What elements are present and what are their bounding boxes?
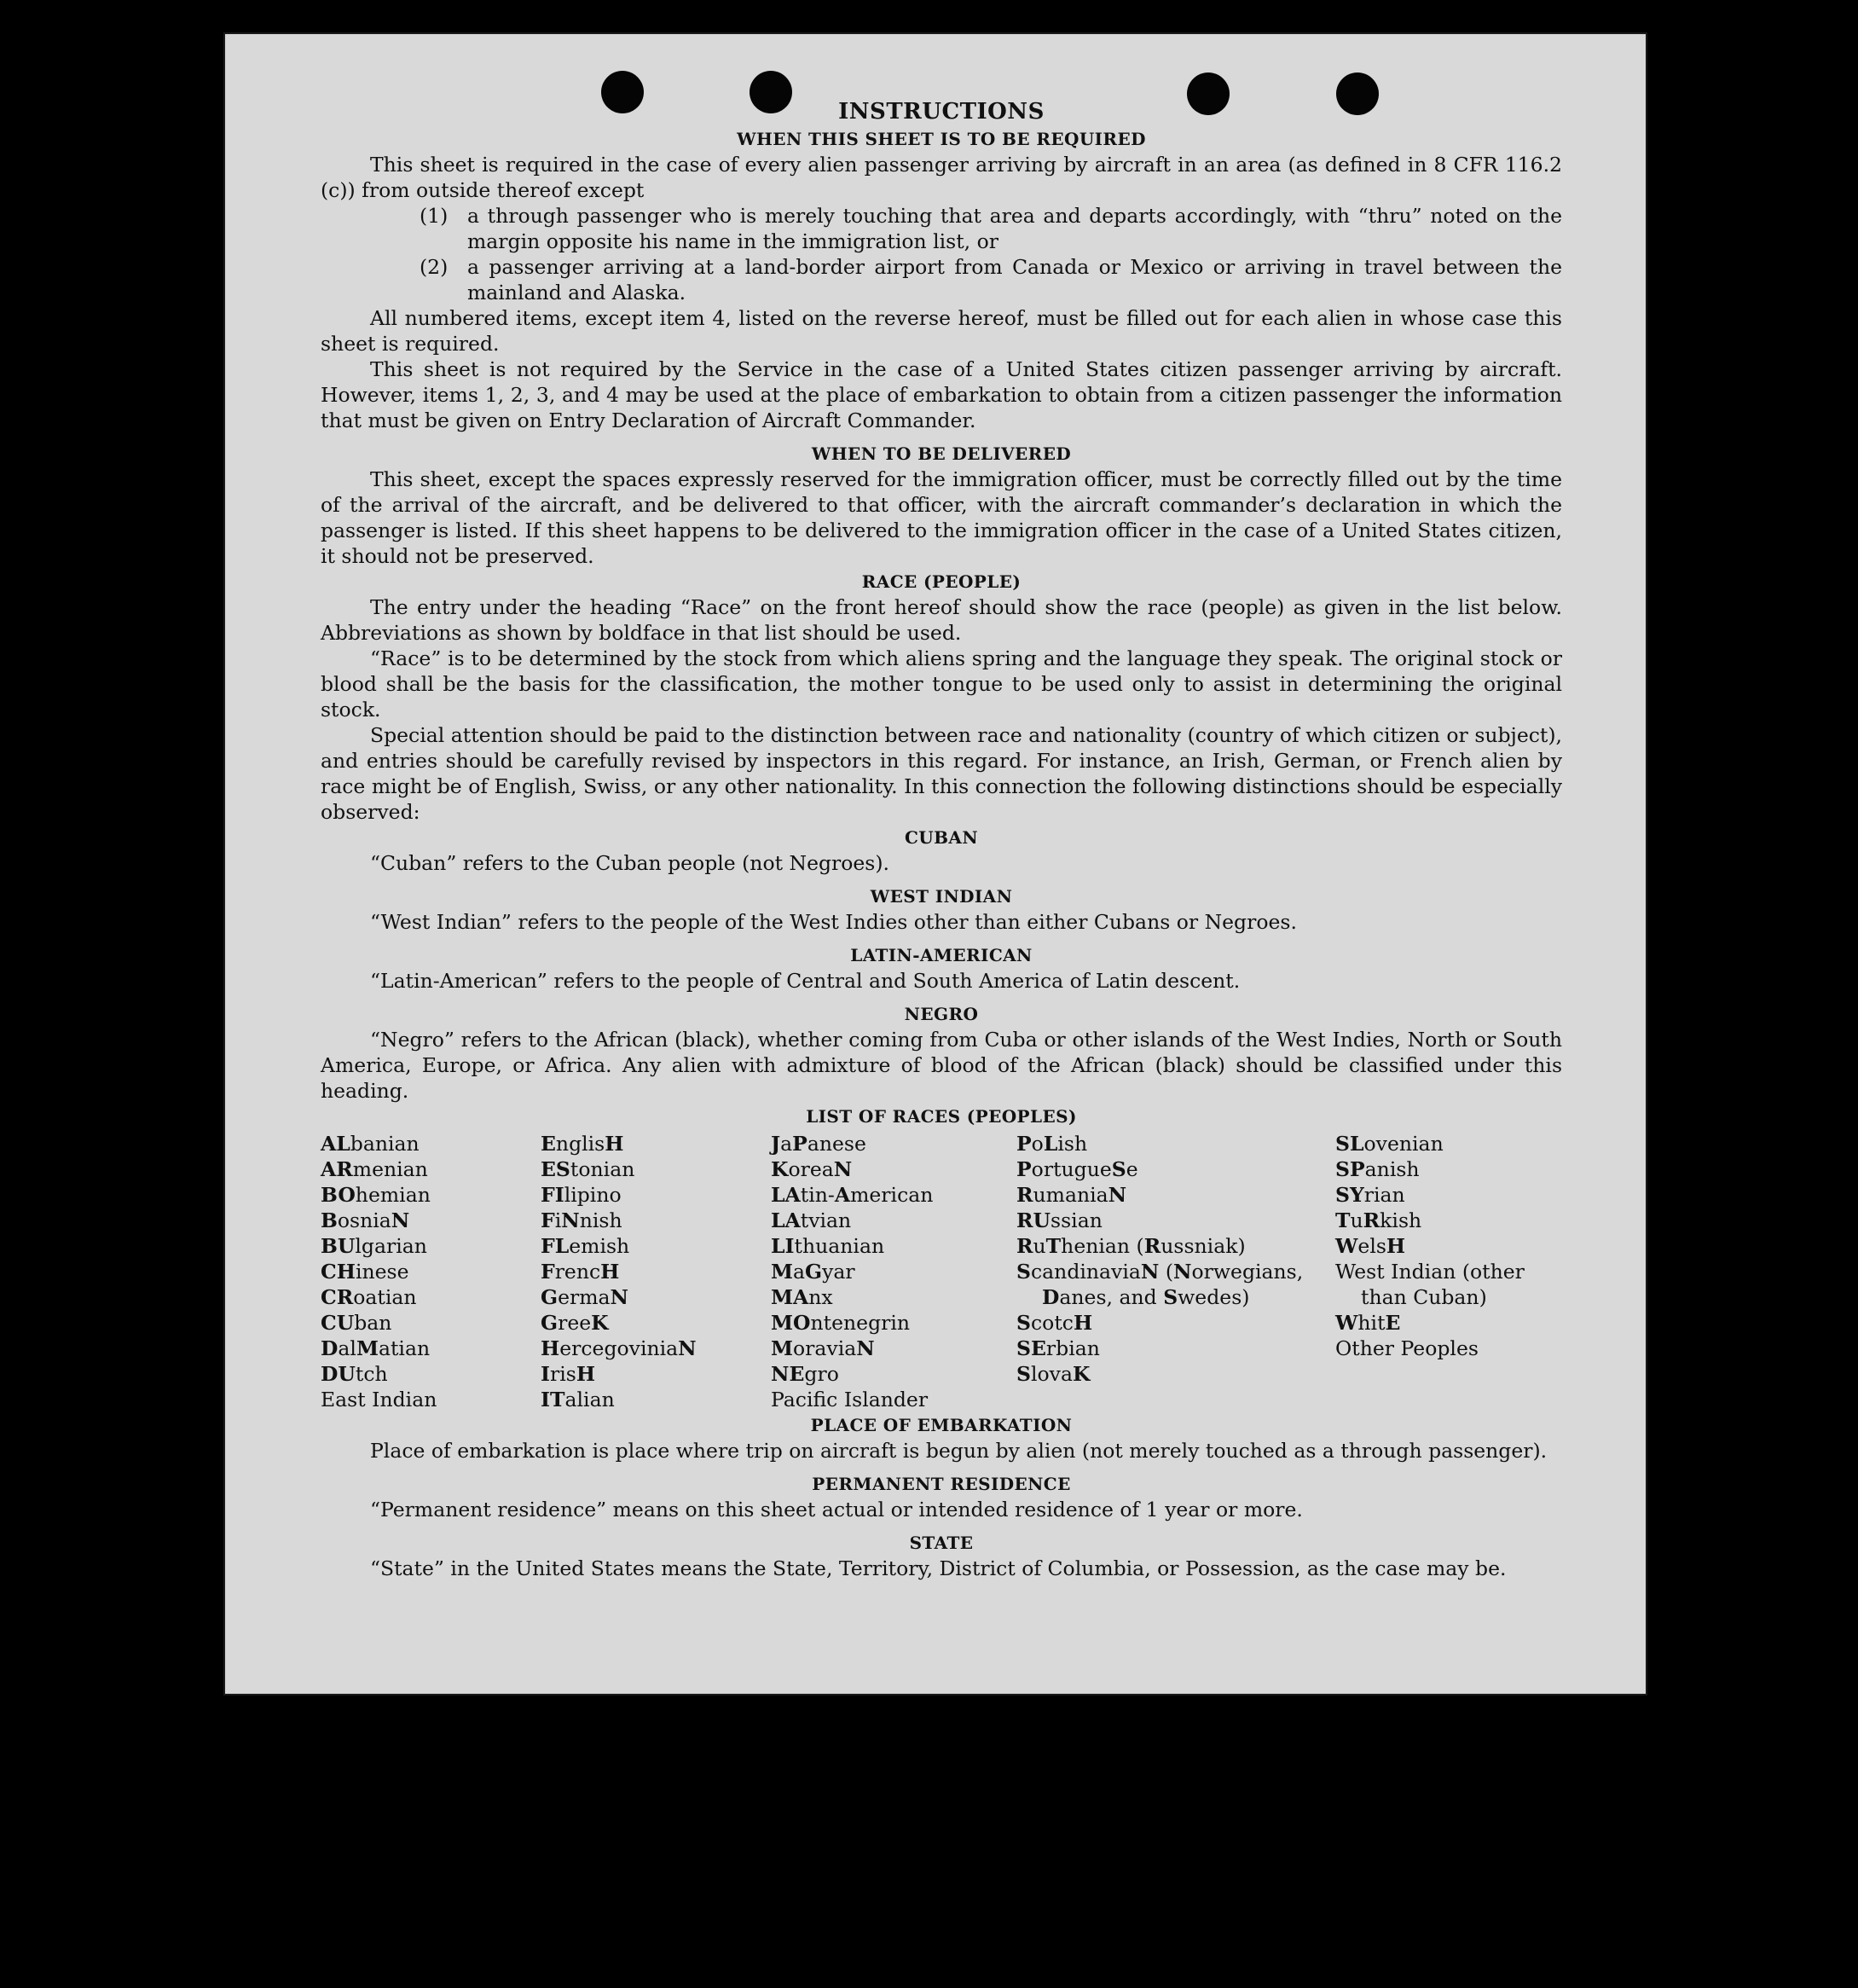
races-column: [1335, 1131, 1562, 1412]
race-entry: KoreaN: [771, 1157, 853, 1181]
heading-negro: NEGRO: [904, 1004, 979, 1024]
races-column: [771, 1131, 1016, 1412]
heading-race: RACE (PEOPLE): [861, 571, 1022, 592]
race-entry: EnglisH: [541, 1132, 624, 1156]
race-entry: MoraviaN: [771, 1336, 875, 1360]
exception-item-text: a passenger arriving at a land-border airport from Canada or Mexico or arriving in travel between the mainland and Alaska.: [467, 255, 1562, 304]
exception-item-text: a through passenger who is merely touching that area and departs accordingly, with “thru” noted on the margin opposite his name in the immigration list, or: [467, 204, 1562, 253]
heading-when-required: WHEN THIS SHEET IS TO BE REQUIRED: [737, 129, 1146, 149]
race-entry: CHinese: [321, 1260, 409, 1284]
race-entry: RuThenian (Russniak): [1016, 1234, 1246, 1258]
race-entry: SPanish: [1335, 1157, 1420, 1181]
race-entry: DUtch: [321, 1362, 388, 1386]
race-entry: LAtvian: [771, 1208, 852, 1232]
heading-state: STATE: [909, 1533, 974, 1553]
latin-american-text: “Latin-American” refers to the people of Central and South America of Latin descent.: [370, 969, 1241, 993]
exception-item-1: [420, 203, 1562, 254]
race-entry: RumaniaN: [1016, 1183, 1127, 1207]
race-entry: ALbanian: [321, 1132, 420, 1156]
heading-list-of-races: LIST OF RACES (PEOPLES): [806, 1106, 1077, 1127]
race-entry: SlovaK: [1016, 1362, 1091, 1386]
race-entry: Other Peoples: [1335, 1336, 1479, 1360]
race-entry: FrencH: [541, 1260, 620, 1284]
race-entry: SLovenian: [1335, 1132, 1444, 1156]
exception-item-number: (2): [420, 255, 449, 279]
race-entry: FLemish: [541, 1234, 630, 1258]
race-entry: GermaN: [541, 1285, 629, 1309]
heading-permanent-residence: PERMANENT RESIDENCE: [812, 1474, 1071, 1494]
race-entry: TuRkish: [1335, 1208, 1422, 1232]
exception-item-2: [420, 254, 1562, 305]
race-entry: WelsH: [1335, 1234, 1406, 1258]
race-para-1: The entry under the heading “Race” on the front hereof should show the race (people) as given in the list below. Abbreviations as shown by boldface in that list should be used.: [321, 595, 1562, 645]
heading-west-indian: WEST INDIAN: [870, 886, 1013, 907]
place-of-embarkation-text: Place of embarkation is place where trip on aircraft is begun by alien (not merely touched as a through passenger).: [370, 1439, 1548, 1463]
race-entry: SYrian: [1335, 1183, 1405, 1207]
instructions-content: [321, 97, 1562, 1581]
negro-text: “Negro” refers to the African (black), whether coming from Cuba or other islands of the West Indies, North or South America, Europe, or Africa. Any alien with admixture of blood of the African (black) should be classified under this heading.: [321, 1028, 1562, 1103]
race-para-2: “Race” is to be determined by the stock from which aliens spring and the language they speak. The original stock or blood shall be the basis for the classification, the mother tongue to be used only to assist in determining the original stock.: [321, 646, 1562, 722]
race-entry: MOntenegrin: [771, 1311, 911, 1335]
races-list: [321, 1131, 1562, 1412]
races-column: [321, 1131, 541, 1412]
race-entry: MaGyar: [771, 1260, 855, 1284]
page-title: INSTRUCTIONS: [838, 99, 1045, 125]
west-indian-text: “West Indian” refers to the people of the West Indies other than either Cubans or Negroes.: [370, 910, 1297, 934]
race-entry: RUssian: [1016, 1208, 1103, 1232]
document-sheet: [225, 34, 1646, 1694]
heading-place-of-embarkation: PLACE OF EMBARKATION: [810, 1415, 1073, 1435]
races-column: [541, 1131, 771, 1412]
race-entry: West Indian (other than Cuban): [1335, 1260, 1525, 1309]
when-required-para-3: This sheet is not required by the Service in the case of a United States citizen passenger arriving by aircraft. However, items 1, 2, 3, and 4 may be used at the place of embarkation to obtain from a citizen passenger the information that must be given on Entry Declaration of Aircraft Commander.: [321, 357, 1562, 432]
heading-latin-american: LATIN-AMERICAN: [850, 945, 1033, 965]
when-required-para-2: All numbered items, except item 4, listed on the reverse hereof, must be filled out for each alien in whose case this sheet is required.: [321, 306, 1562, 356]
race-entry: GreeK: [541, 1311, 609, 1335]
races-column: [1016, 1131, 1335, 1412]
race-entry: HercegoviniaN: [541, 1336, 697, 1360]
race-entry: BUlgarian: [321, 1234, 427, 1258]
race-entry: BosniaN: [321, 1208, 410, 1232]
race-entry: LIthuanian: [771, 1234, 885, 1258]
race-entry: DalMatian: [321, 1336, 431, 1360]
race-para-3: Special attention should be paid to the distinction between race and nationality (country of which citizen or subject), and entries should be carefully revised by inspectors in this regard. For instance, an Irish, German, or French alien by race might be of English, Swiss, or any other nationality. In this connection the following distinctions should be especially observed:: [321, 723, 1562, 824]
race-entry: JaPanese: [771, 1132, 866, 1156]
heading-cuban: CUBAN: [904, 827, 979, 848]
cuban-text: “Cuban” refers to the Cuban people (not Negroes).: [370, 851, 890, 875]
when-required-intro: This sheet is required in the case of every alien passenger arriving by aircraft in an area (as defined in 8 CFR 116.2 (c)) from outside thereof except: [321, 153, 1562, 202]
heading-when-delivered: WHEN TO BE DELIVERED: [811, 443, 1072, 464]
race-entry: WhitE: [1335, 1311, 1401, 1335]
race-entry: EStonian: [541, 1157, 635, 1181]
race-entry: ScotcH: [1016, 1311, 1093, 1335]
race-entry: LAtin-American: [771, 1183, 934, 1207]
race-entry: CUban: [321, 1311, 392, 1335]
race-entry: SErbian: [1016, 1336, 1100, 1360]
race-entry: ITalian: [541, 1388, 615, 1411]
race-entry: East Indian: [321, 1388, 437, 1411]
race-entry: BOhemian: [321, 1183, 431, 1207]
race-entry: CRoatian: [321, 1285, 417, 1309]
race-entry: PortugueSe: [1016, 1157, 1138, 1181]
race-entry: MAnx: [771, 1285, 833, 1309]
race-entry: PoLish: [1016, 1132, 1088, 1156]
race-entry: FIlipino: [541, 1183, 622, 1207]
race-entry: ScandinaviaN (Norwegians, Danes, and Swedes): [1016, 1260, 1304, 1309]
permanent-residence-text: “Permanent residence” means on this sheet actual or intended residence of 1 year or more.: [370, 1498, 1303, 1521]
state-text: “State” in the United States means the State, Territory, District of Columbia, or Possession, as the case may be.: [370, 1556, 1507, 1580]
when-delivered-text: This sheet, except the spaces expressly reserved for the immigration officer, must be correctly filled out by the time of the arrival of the aircraft, and be delivered to that officer, with the aircraft commander’s declaration in which the passenger is listed. If this sheet happens to be delivered to the immigration officer in the case of a United States citizen, it should not be preserved.: [321, 467, 1562, 568]
race-entry: FiNnish: [541, 1208, 622, 1232]
race-entry: NEgro: [771, 1362, 839, 1386]
race-entry: ARmenian: [321, 1157, 428, 1181]
race-entry: Pacifc Islander: [771, 1388, 929, 1411]
exception-item-number: (1): [420, 204, 449, 228]
race-entry: IrisH: [541, 1362, 596, 1386]
